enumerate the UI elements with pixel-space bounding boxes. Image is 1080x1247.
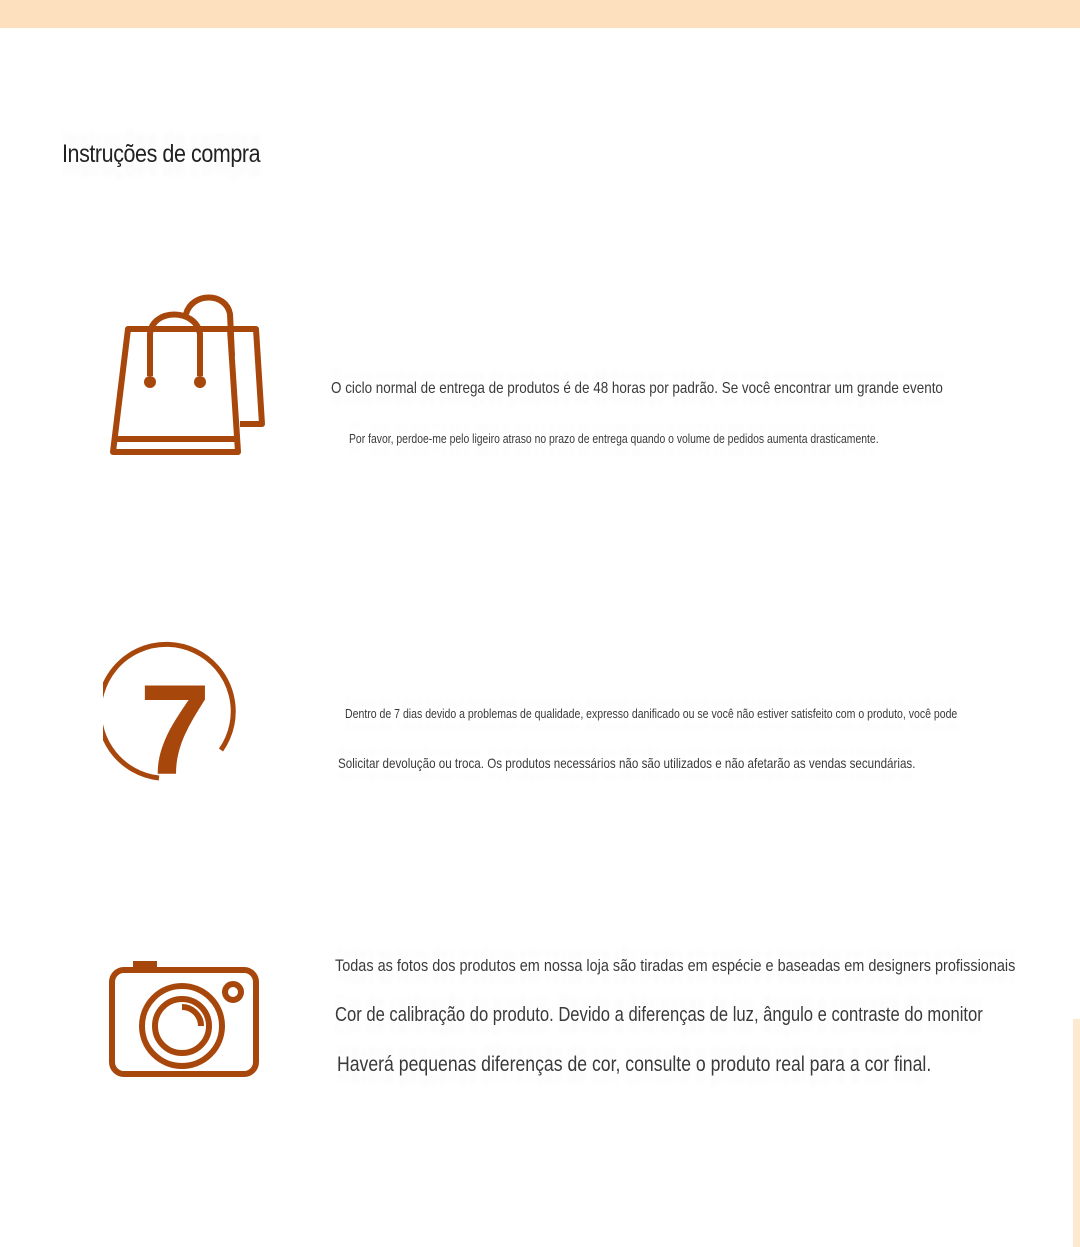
top-band xyxy=(0,0,1080,28)
right-edge-strip xyxy=(1073,1019,1080,1247)
seven-day-return-icon xyxy=(103,640,247,784)
delivery-text-line-2: Por favor, perdoe-me pelo ligeiro atraso no prazo de entrega quando o volume de pedidos aumenta drasticamente. xyxy=(349,431,879,446)
return-text-line-2: Solicitar devolução ou troca. Os produtos necessários não são utilizados e não afetarão as vendas secundárias. xyxy=(338,755,916,771)
return-text-line-1: Dentro de 7 dias devido a problemas de qualidade, expresso danificado ou se você não estiver satisfeito com o produto, você pode xyxy=(345,706,958,721)
seven-day-number: 7 xyxy=(139,659,211,784)
shopping-bag-icon xyxy=(108,294,273,458)
camera-icon xyxy=(108,958,260,1080)
photo-text-line-2: Cor de calibração do produto. Devido a diferenças de luz, ângulo e contraste do monitor xyxy=(335,1004,983,1026)
photo-text-line-3: Haverá pequenas diferenças de cor, consulte o produto real para a cor final. xyxy=(337,1053,932,1076)
delivery-text-line-1: O ciclo normal de entrega de produtos é de 48 horas por padrão. Se você encontrar um grande evento xyxy=(331,380,943,397)
photo-text-line-1: Todas as fotos dos produtos em nossa loja são tiradas em espécie e baseadas em designers profissionais xyxy=(335,956,1016,975)
page-title: Instruções de compra xyxy=(62,140,261,168)
